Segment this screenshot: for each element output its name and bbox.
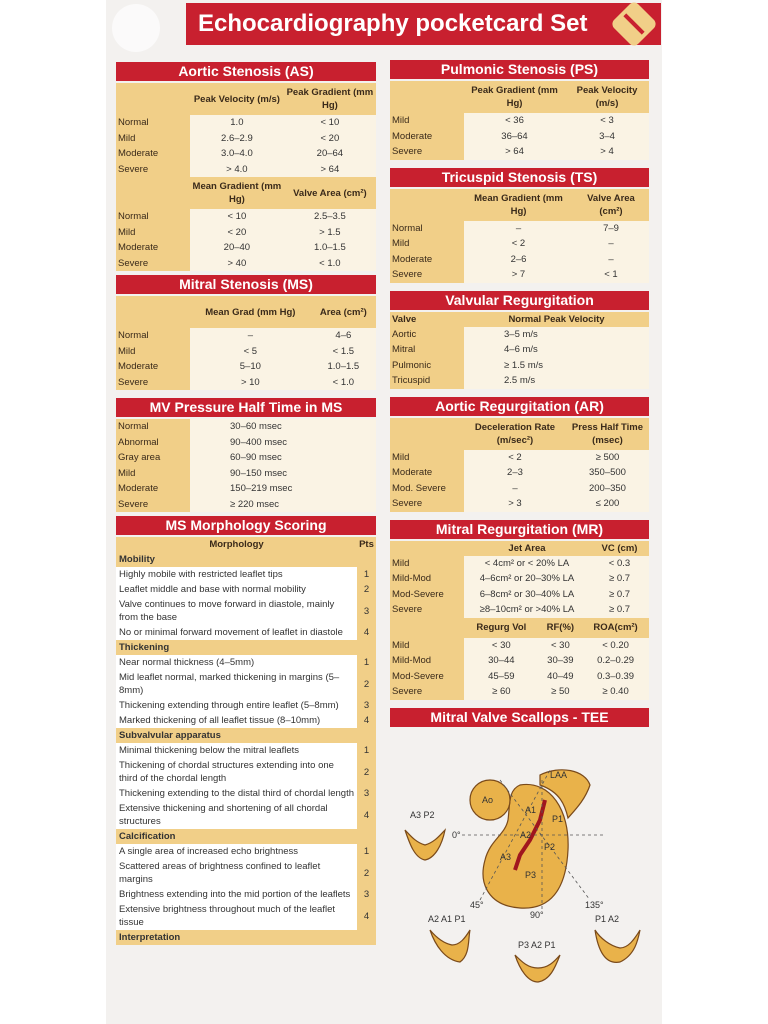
row-label: Abnormal [116, 435, 190, 451]
label-deg90: 90° [530, 910, 544, 920]
ts-h1: Mean Gradient (mm Hg) [464, 189, 573, 221]
morph-points: 1 [357, 743, 376, 758]
row-label: Mild-Mod [390, 653, 464, 669]
morph-points: 2 [357, 670, 376, 698]
as-table [116, 83, 376, 271]
table-row [116, 466, 376, 482]
label-a3: A3 [500, 852, 512, 862]
morph-points: 1 [357, 655, 376, 670]
morph-text: Extensive thickening and shortening of all chordal structures [116, 801, 357, 829]
row-label: Severe [390, 602, 464, 618]
row-value: 200–350 [566, 481, 649, 497]
row-value: > 64 [464, 144, 565, 160]
vr-h2: Normal Peak Velocity [464, 312, 649, 327]
row-label: Severe [116, 256, 190, 272]
table-row [390, 669, 649, 685]
row-value: ≥8–10cm² or >40% LA [464, 602, 590, 618]
row-value: 3–5 m/s [464, 327, 649, 343]
morph-text: Near normal thickness (4–5mm) [116, 655, 357, 670]
table-row [116, 344, 376, 360]
morph-points: 2 [357, 758, 376, 786]
row-label: Moderate [390, 129, 464, 145]
table-row [390, 236, 649, 252]
table-row [116, 209, 376, 225]
morph-row [116, 625, 376, 640]
title-text: Echocardiography pocketcard Set [198, 10, 588, 37]
row-value: > 3 [464, 496, 566, 512]
mr-h2: VC (cm) [590, 541, 649, 556]
morph-points: 4 [357, 902, 376, 930]
row-label: Tricuspid [390, 373, 464, 389]
row-label: Severe [390, 684, 464, 700]
table-row [390, 221, 649, 237]
morph-category-row [116, 829, 376, 844]
label-a1: A1 [525, 805, 537, 815]
row-value: > 64 [284, 162, 376, 178]
row-value: 90–150 msec [190, 466, 376, 482]
row-value: 1.0 [190, 115, 284, 131]
row-value: – [573, 252, 649, 268]
row-label: Mod-Severe [390, 669, 464, 685]
row-value: ≥ 500 [566, 450, 649, 466]
table-row [390, 496, 649, 512]
as-title: Aortic Stenosis (AS) [116, 62, 376, 81]
mr-title: Mitral Regurgitation (MR) [390, 520, 649, 539]
scallops-title: Mitral Valve Scallops - TEE [390, 708, 649, 727]
table-row [390, 638, 649, 654]
ps-title: Pulmonic Stenosis (PS) [390, 60, 649, 79]
row-value: 3.0–4.0 [190, 146, 284, 162]
row-value: 20–64 [284, 146, 376, 162]
ps-table [390, 81, 649, 160]
morph-row [116, 859, 376, 887]
as-h1: Peak Velocity (m/s) [190, 83, 284, 115]
label-deg135: 135° [585, 900, 604, 910]
label-a2: A2 [520, 830, 532, 840]
mv-pht-title: MV Pressure Half Time in MS [116, 398, 376, 417]
morph-row [116, 902, 376, 930]
label-deg45: 45° [470, 900, 484, 910]
row-value: < 36 [464, 113, 565, 129]
row-label: Mild [116, 344, 190, 360]
row-label: Moderate [116, 359, 190, 375]
morph-row [116, 597, 376, 625]
mitral-scallops-diagram [390, 750, 655, 1020]
morph-points: 1 [357, 567, 376, 582]
row-label: Mild [390, 556, 464, 572]
ms-table [116, 296, 376, 390]
ar-h1: Deceleration Rate (m/sec²) [464, 418, 566, 450]
morph-row [116, 655, 376, 670]
ms-morph-title: MS Morphology Scoring [116, 516, 376, 535]
as-h3: Mean Gradient (mm Hg) [190, 177, 284, 209]
row-value: > 40 [190, 256, 284, 272]
row-label: Normal [116, 115, 190, 131]
morph-category-row [116, 640, 376, 655]
row-label: Normal [116, 328, 190, 344]
row-label: Mild [390, 113, 464, 129]
mr-table-2 [390, 618, 649, 700]
ps-h2: Peak Velocity (m/s) [565, 81, 649, 113]
table-row [116, 328, 376, 344]
row-value: 4–6cm² or 20–30% LA [464, 571, 590, 587]
morph-text: Highly mobile with restricted leaflet tips [116, 567, 357, 582]
view-135-shape [595, 930, 640, 962]
morph-text: Extensive brightness throughout much of the leaflet tissue [116, 902, 357, 930]
row-value: < 1.5 [311, 344, 376, 360]
row-label: Mild [390, 638, 464, 654]
row-value: ≥ 60 [464, 684, 539, 700]
row-value: 2.5 m/s [464, 373, 649, 389]
label-laa: LAA [550, 770, 568, 780]
mr-h3: Regurg Vol [464, 618, 539, 638]
table-row [390, 450, 649, 466]
morph-category: Calcification [116, 829, 376, 844]
row-value: 0.2–0.29 [582, 653, 649, 669]
row-value: 150–219 msec [190, 481, 376, 497]
table-row [390, 653, 649, 669]
ms-title: Mitral Stenosis (MS) [116, 275, 376, 294]
row-value: < 10 [284, 115, 376, 131]
row-value: 5–10 [190, 359, 311, 375]
row-label: Moderate [390, 252, 464, 268]
row-value: 6–8cm² or 30–40% LA [464, 587, 590, 603]
row-value: – [464, 221, 573, 237]
row-value: 2.6–2.9 [190, 131, 284, 147]
row-value: > 4.0 [190, 162, 284, 178]
table-row [116, 115, 376, 131]
row-label: Mild [116, 466, 190, 482]
ps-h1: Peak Gradient (mm Hg) [464, 81, 565, 113]
row-value: < 30 [539, 638, 583, 654]
morph-text: Scattered areas of brightness confined to leaflet margins [116, 859, 357, 887]
morph-text: Thickening extending to the distal third of chordal length [116, 786, 357, 801]
table-row [116, 256, 376, 272]
morph-row [116, 801, 376, 829]
row-value: < 30 [464, 638, 539, 654]
table-row [390, 481, 649, 497]
row-value: ≥ 1.5 m/s [464, 358, 649, 374]
label-view135: P1 A2 [595, 914, 620, 924]
ts-table [390, 189, 649, 283]
table-row [390, 342, 649, 358]
row-value: 40–49 [539, 669, 583, 685]
row-label: Mild [116, 131, 190, 147]
table-row [390, 358, 649, 374]
vr-table [390, 312, 649, 389]
row-label: Severe [390, 144, 464, 160]
row-value: < 20 [284, 131, 376, 147]
morph-points: 3 [357, 698, 376, 713]
row-value: > 7 [464, 267, 573, 283]
morph-category: Thickening [116, 640, 376, 655]
pocketcard-logo-icon [610, 0, 658, 48]
row-value: < 1.0 [284, 256, 376, 272]
row-value: < 5 [190, 344, 311, 360]
row-value: ≤ 200 [566, 496, 649, 512]
table-row [390, 465, 649, 481]
view-45-shape [430, 930, 470, 962]
mv-pht-table [116, 419, 376, 512]
morph-row [116, 713, 376, 728]
morph-category-row [116, 728, 376, 743]
morph-points: 3 [357, 887, 376, 902]
row-value: ≥ 0.7 [590, 602, 649, 618]
row-value: ≥ 0.7 [590, 571, 649, 587]
row-label: Normal [116, 419, 190, 435]
ms-morph-table [116, 537, 376, 945]
label-view0: A3 P2 [410, 810, 435, 820]
row-value: 30–44 [464, 653, 539, 669]
ar-table [390, 418, 649, 512]
mr-h5: ROA(cm²) [582, 618, 649, 638]
label-ao: Ao [482, 795, 494, 805]
row-value: ≥ 0.40 [582, 684, 649, 700]
ms-h2: Area (cm²) [311, 296, 376, 328]
table-row [116, 359, 376, 375]
morph-text: Leaflet middle and base with normal mobility [116, 582, 357, 597]
view-90-shape [515, 955, 560, 982]
table-row [116, 240, 376, 256]
row-value: < 4cm² or < 20% LA [464, 556, 590, 572]
morph-row [116, 786, 376, 801]
row-label: Severe [390, 267, 464, 283]
morph-text: Marked thickening of all leaflet tissue (8–10mm) [116, 713, 357, 728]
row-value: 4–6 m/s [464, 342, 649, 358]
row-label: Moderate [116, 481, 190, 497]
mr-h4: RF(%) [539, 618, 583, 638]
left-column [116, 62, 376, 945]
morph-category-row [116, 552, 376, 567]
row-label: Severe [116, 497, 190, 513]
row-value: 2.5–3.5 [284, 209, 376, 225]
table-row [390, 327, 649, 343]
row-value: < 1 [573, 267, 649, 283]
row-label: Severe [116, 162, 190, 178]
row-value: 4–6 [311, 328, 376, 344]
row-value: 0.3–0.39 [582, 669, 649, 685]
row-value: < 3 [565, 113, 649, 129]
row-value: 1.0–1.5 [311, 359, 376, 375]
table-row [390, 587, 649, 603]
morph-points: 2 [357, 582, 376, 597]
table-row [116, 162, 376, 178]
table-row [116, 146, 376, 162]
table-row [390, 602, 649, 618]
row-label: Mild [116, 225, 190, 241]
row-value: 36–64 [464, 129, 565, 145]
table-row [390, 684, 649, 700]
row-label: Gray area [116, 450, 190, 466]
table-row [390, 267, 649, 283]
row-label: Normal [116, 209, 190, 225]
morph-row [116, 582, 376, 597]
row-value: 45–59 [464, 669, 539, 685]
row-value: < 0.3 [590, 556, 649, 572]
morph-text: A single area of increased echo brightness [116, 844, 357, 859]
row-value: 60–90 msec [190, 450, 376, 466]
morph-row [116, 758, 376, 786]
morph-row [116, 887, 376, 902]
label-p1: P1 [552, 814, 564, 824]
table-row [390, 373, 649, 389]
morph-row [116, 743, 376, 758]
row-label: Moderate [116, 146, 190, 162]
row-value: ≥ 50 [539, 684, 583, 700]
table-row [116, 419, 376, 435]
row-label: Normal [390, 221, 464, 237]
row-value: 2–3 [464, 465, 566, 481]
table-row [390, 252, 649, 268]
table-row [116, 225, 376, 241]
row-value: 30–39 [539, 653, 583, 669]
morph-text: Mid leaflet normal, marked thickening in margins (5–8mm) [116, 670, 357, 698]
ar-title: Aortic Regurgitation (AR) [390, 397, 649, 416]
label-p2: P2 [544, 842, 556, 852]
morph-text: Valve continues to move forward in diastole, mainly from the base [116, 597, 357, 625]
mr-table-1 [390, 541, 649, 618]
mr-h1: Jet Area [464, 541, 590, 556]
row-value: 1.0–1.5 [284, 240, 376, 256]
row-value: < 20 [190, 225, 284, 241]
ts-title: Tricuspid Stenosis (TS) [390, 168, 649, 187]
label-view90: P3 A2 P1 [518, 940, 556, 950]
row-value: > 10 [190, 375, 311, 391]
table-row [116, 131, 376, 147]
row-label: Mod-Severe [390, 587, 464, 603]
table-row [116, 497, 376, 513]
view-0-shape [405, 830, 445, 860]
row-label: Mild [390, 450, 464, 466]
row-value: 90–400 msec [190, 435, 376, 451]
morph-row [116, 670, 376, 698]
as-h4: Valve Area (cm²) [284, 177, 376, 209]
as-h2: Peak Gradient (mm Hg) [284, 83, 376, 115]
morph-text: Minimal thickening below the mitral leaflets [116, 743, 357, 758]
row-label: Mitral [390, 342, 464, 358]
morph-text: Thickening of chordal structures extending into one third of the chordal length [116, 758, 357, 786]
row-label: Moderate [390, 465, 464, 481]
morph-points: 4 [357, 713, 376, 728]
morph-text: Thickening extending through entire leaflet (5–8mm) [116, 698, 357, 713]
morph-h1: Morphology [116, 537, 357, 552]
morph-row [116, 567, 376, 582]
row-label: Severe [116, 375, 190, 391]
morph-points: 3 [357, 597, 376, 625]
morph-text: Brightness extending into the mid portion of the leaflets [116, 887, 357, 902]
row-label: Moderate [116, 240, 190, 256]
row-value: 350–500 [566, 465, 649, 481]
row-value: – [190, 328, 311, 344]
morph-h2: Pts [357, 537, 376, 552]
morph-points: 1 [357, 844, 376, 859]
morph-points: 2 [357, 859, 376, 887]
table-row [390, 556, 649, 572]
table-row [116, 375, 376, 391]
ts-h2: Valve Area (cm²) [573, 189, 649, 221]
row-value: – [464, 481, 566, 497]
morph-text: No or minimal forward movement of leaflet in diastole [116, 625, 357, 640]
morph-category-row [116, 930, 376, 945]
vr-h1: Valve [390, 312, 464, 327]
vr-title: Valvular Regurgitation [390, 291, 649, 310]
row-value: > 4 [565, 144, 649, 160]
right-column [390, 60, 649, 729]
row-value: ≥ 0.7 [590, 587, 649, 603]
table-row [390, 571, 649, 587]
row-value: > 1.5 [284, 225, 376, 241]
row-value: 7–9 [573, 221, 649, 237]
morph-row [116, 844, 376, 859]
row-value: < 0.20 [582, 638, 649, 654]
label-p3: P3 [525, 870, 537, 880]
row-value: 3–4 [565, 129, 649, 145]
table-row [116, 450, 376, 466]
row-label: Pulmonic [390, 358, 464, 374]
row-value: < 10 [190, 209, 284, 225]
label-deg0: 0° [452, 830, 461, 840]
morph-points: 3 [357, 786, 376, 801]
table-row [390, 144, 649, 160]
card-punch-hole [112, 4, 160, 52]
row-label: Aortic [390, 327, 464, 343]
ms-h1: Mean Grad (mm Hg) [190, 296, 311, 328]
morph-category: Mobility [116, 552, 376, 567]
row-value: < 2 [464, 236, 573, 252]
morph-category: Interpretation [116, 930, 376, 945]
ar-h2: Press Half Time (msec) [566, 418, 649, 450]
row-value: < 2 [464, 450, 566, 466]
morph-category: Subvalvular apparatus [116, 728, 376, 743]
row-label: Mod. Severe [390, 481, 464, 497]
row-value: 20–40 [190, 240, 284, 256]
page-title [186, 3, 661, 45]
row-label: Mild [390, 236, 464, 252]
label-view45: A2 A1 P1 [428, 914, 466, 924]
row-value: – [573, 236, 649, 252]
table-row [390, 129, 649, 145]
row-label: Mild-Mod [390, 571, 464, 587]
row-value: 30–60 msec [190, 419, 376, 435]
morph-row [116, 698, 376, 713]
row-value: 2–6 [464, 252, 573, 268]
row-value: < 1.0 [311, 375, 376, 391]
table-row [116, 481, 376, 497]
row-value: ≥ 220 msec [190, 497, 376, 513]
table-row [116, 435, 376, 451]
row-label: Severe [390, 496, 464, 512]
morph-points: 4 [357, 801, 376, 829]
morph-points: 4 [357, 625, 376, 640]
table-row [390, 113, 649, 129]
